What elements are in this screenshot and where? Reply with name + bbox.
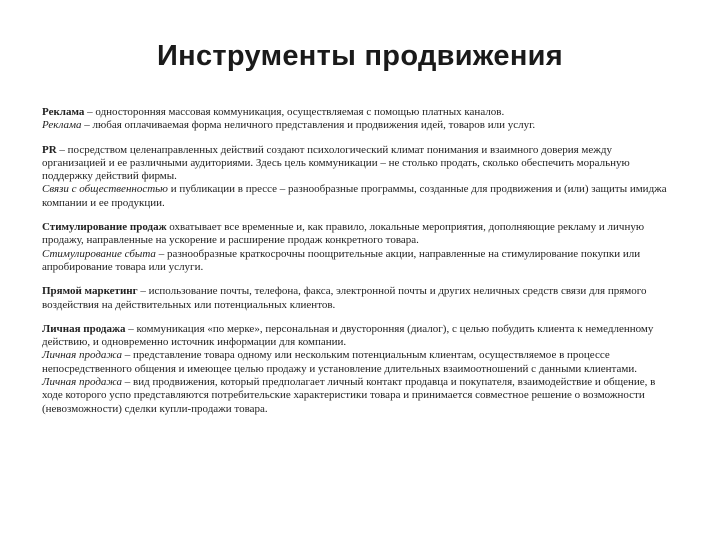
section-sales-promotion: [42, 221, 672, 274]
definition-text: – использование почты, телефона, факса, электронной почты и других неличных средств связи для прямого воздействия на действительных или потенциальных клиентов.: [42, 285, 647, 311]
definition-text: – разнообразные краткосрочны поощрительные акции, направленные на стимулирование покупки или апробирование товара или услуги.: [42, 247, 641, 273]
paragraph: [42, 119, 672, 132]
section-personal-selling: [42, 323, 672, 416]
slide-title: Инструменты продвижения: [157, 40, 563, 72]
definition-text: – коммуникация «по мерке», персональная и двусторонняя (диалог), с целью побудить клиента к немедленному действию, и одновременно источник информации для компании.: [42, 322, 654, 349]
definition-text: и публикации в прессе – разнообразные программы, созданные для продвижения и (или) защиты имиджа компании и ее продукции.: [42, 183, 667, 209]
paragraph: [42, 221, 672, 248]
paragraph: [42, 349, 672, 376]
term-sales-stimulation: Стимулирование сбыта: [42, 247, 156, 260]
term-personal-selling: Личная продажа: [42, 322, 126, 335]
definition-text: – односторонняя массовая коммуникация, осуществляемая с помощью платных каналов.: [84, 106, 505, 118]
term-personal-selling-alt2: Личная продажа: [42, 376, 123, 389]
term-personal-selling-alt: Личная продажа: [42, 349, 123, 362]
paragraph: [42, 323, 672, 350]
slide-content: [42, 106, 672, 427]
paragraph: [42, 144, 672, 184]
term-sales-promotion: Стимулирование продаж: [42, 221, 167, 234]
section-advertising: [42, 106, 672, 133]
term-advertising: Реклама: [42, 106, 85, 118]
section-direct-marketing: [42, 285, 672, 312]
paragraph: [42, 248, 672, 275]
definition-text: – посредством целенаправленных действий создают психологический климат понимания и взаимного доверия между организацией и ее различными аудиториями. Здесь цель коммуникации – не столько продать, сколько обеспечить моральную поддержку действий фирмы.: [42, 143, 630, 183]
term-pr: PR: [42, 143, 57, 156]
term-public-relations: Связи с общественностью: [42, 183, 168, 196]
paragraph: [42, 106, 672, 119]
term-direct-marketing: Прямой маркетинг: [42, 285, 138, 298]
definition-text: – любая оплачиваемая форма неличного представления и продвижения идей, товаров или услуг.: [81, 119, 536, 132]
definition-text: – вид продвижения, который предполагает личный контакт продавца и покупателя, взаимодействие и общение, в ходе которого успо представляются потребительские характеристики товара и принимается совместное решение о возможности (невозможности) сделки купли-продажи товара.: [42, 376, 656, 415]
section-pr: [42, 144, 672, 210]
paragraph: [42, 376, 672, 416]
definition-text: – представление товара одному или нескольким потенциальным клиентам, осуществляемое в процессе непосредственного общения и имеющее целью продажу и установление длительных взаимоотношений с данными клиентами.: [42, 349, 637, 375]
definition-text: охватывает все временные и, как правило, локальные мероприятия, дополняющие рекламу и личную продажу, направленные на ускорение и расширение продаж конкретного товара.: [42, 221, 645, 247]
paragraph: [42, 183, 672, 210]
term-advertising-alt: Реклама: [42, 119, 82, 132]
paragraph: [42, 285, 672, 312]
